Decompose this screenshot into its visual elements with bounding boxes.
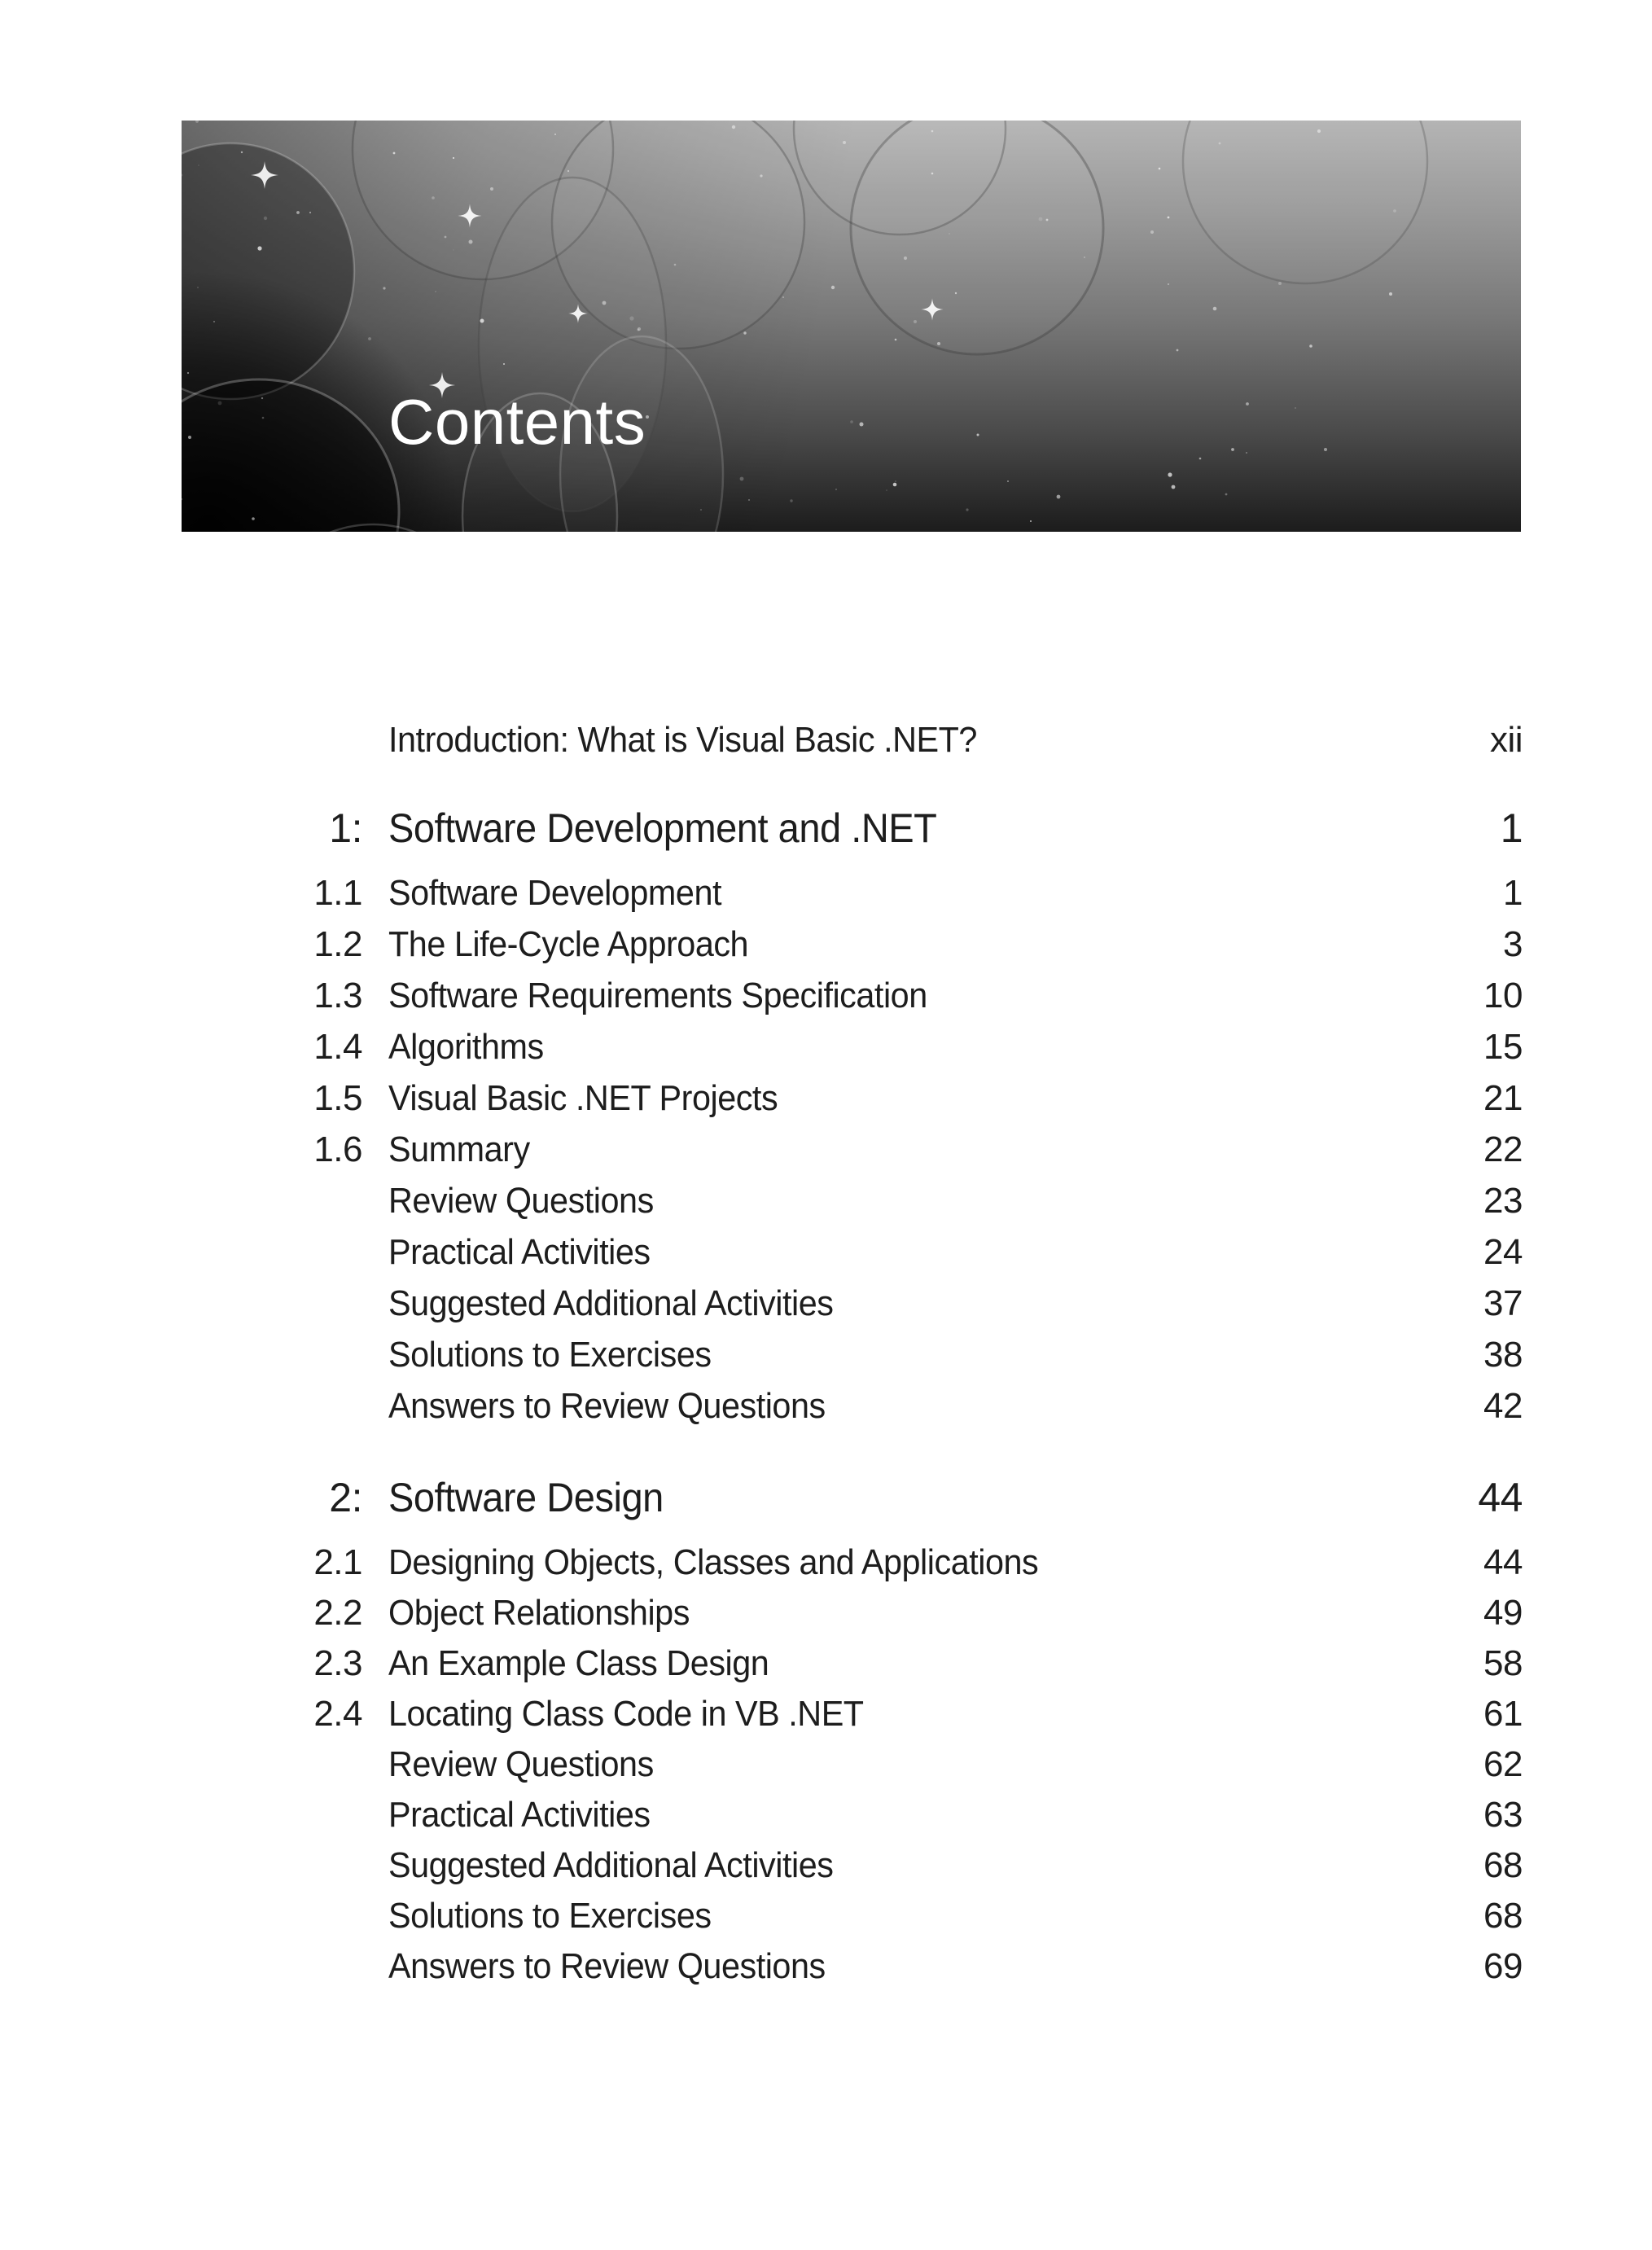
page-number: 61 bbox=[1483, 1694, 1523, 1734]
page-number: 15 bbox=[1483, 1027, 1523, 1067]
section-title: Suggested Additional Activities bbox=[388, 1845, 834, 1885]
section-title: Algorithms bbox=[388, 1027, 544, 1067]
section-number: 1.2 bbox=[313, 924, 362, 964]
section-title: Review Questions bbox=[388, 1744, 654, 1784]
section-title: Software Requirements Specification bbox=[388, 976, 927, 1015]
section-number: 2.1 bbox=[313, 1542, 362, 1582]
section-title: An Example Class Design bbox=[388, 1643, 769, 1683]
page-number: 21 bbox=[1483, 1078, 1523, 1118]
section-number: 1.3 bbox=[313, 976, 362, 1015]
page-number: 10 bbox=[1483, 976, 1523, 1015]
section-title: Review Questions bbox=[388, 1181, 654, 1221]
chapter-number: 1: bbox=[329, 805, 362, 851]
section-title: Answers to Review Questions bbox=[388, 1946, 826, 1986]
section-title: Summary bbox=[388, 1129, 530, 1169]
section-title: Locating Class Code in VB .NET bbox=[388, 1694, 864, 1734]
page-number: 44 bbox=[1483, 1542, 1523, 1582]
section-title: Visual Basic .NET Projects bbox=[388, 1078, 778, 1118]
section-title: Suggested Additional Activities bbox=[388, 1283, 834, 1323]
section-title: Object Relationships bbox=[388, 1593, 690, 1633]
section-number: 2.2 bbox=[313, 1593, 362, 1633]
page-number: 37 bbox=[1483, 1283, 1523, 1323]
section-title: Designing Objects, Classes and Applications bbox=[388, 1542, 1039, 1582]
page-number: 69 bbox=[1483, 1946, 1523, 1986]
section-number: 1.6 bbox=[313, 1129, 362, 1169]
header-banner bbox=[182, 121, 1521, 532]
section-title: Answers to Review Questions bbox=[388, 1386, 826, 1426]
section-title: Software Development bbox=[388, 873, 722, 913]
page-number: 62 bbox=[1483, 1744, 1523, 1784]
chapter-title: Software Development and .NET bbox=[388, 805, 937, 851]
page-number: xii bbox=[1489, 720, 1523, 760]
section-number: 2.4 bbox=[313, 1694, 362, 1734]
bubbles-artwork bbox=[182, 121, 1521, 532]
chapter-number: 2: bbox=[329, 1475, 362, 1520]
page-number: 38 bbox=[1483, 1335, 1523, 1375]
page-number: 49 bbox=[1483, 1593, 1523, 1633]
section-number: 2.3 bbox=[313, 1643, 362, 1683]
page-title: Contents bbox=[388, 386, 646, 458]
page-number: 3 bbox=[1503, 924, 1523, 964]
section-title: Practical Activities bbox=[388, 1795, 651, 1835]
toc-entry-label: Introduction: What is Visual Basic .NET? bbox=[388, 720, 977, 760]
chapter-title: Software Design bbox=[388, 1475, 664, 1520]
section-title: Solutions to Exercises bbox=[388, 1896, 712, 1936]
section-number: 1.1 bbox=[313, 873, 362, 913]
page-number: 68 bbox=[1483, 1896, 1523, 1936]
page-number: 23 bbox=[1483, 1181, 1523, 1221]
page-number: 22 bbox=[1483, 1129, 1523, 1169]
section-number: 1.4 bbox=[313, 1027, 362, 1067]
page-number: 68 bbox=[1483, 1845, 1523, 1885]
page-number: 1 bbox=[1500, 805, 1523, 851]
page-number: 44 bbox=[1478, 1475, 1523, 1520]
section-title: The Life-Cycle Approach bbox=[388, 924, 749, 964]
page-number: 42 bbox=[1483, 1386, 1523, 1426]
page-number: 1 bbox=[1503, 873, 1523, 913]
section-number: 1.5 bbox=[313, 1078, 362, 1118]
section-title: Solutions to Exercises bbox=[388, 1335, 712, 1375]
page-number: 63 bbox=[1483, 1795, 1523, 1835]
section-title: Practical Activities bbox=[388, 1232, 651, 1272]
page-number: 24 bbox=[1483, 1232, 1523, 1272]
page-number: 58 bbox=[1483, 1643, 1523, 1683]
